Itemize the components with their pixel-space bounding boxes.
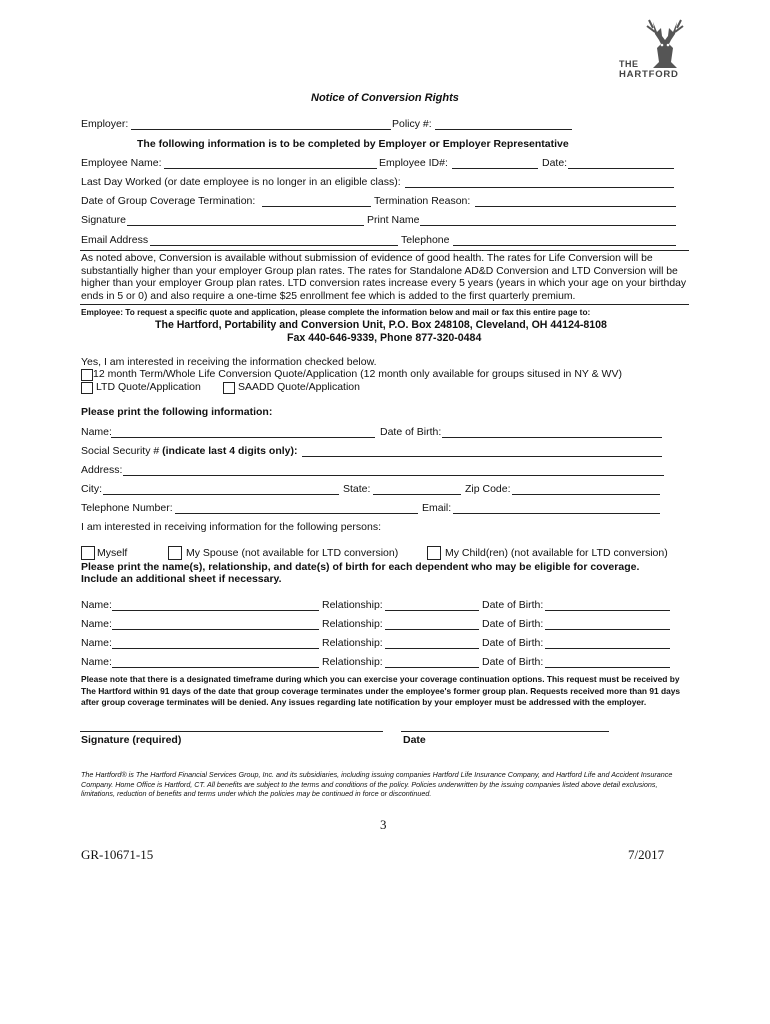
ltd-checkbox[interactable] [81, 382, 93, 394]
telephone-field[interactable] [453, 245, 676, 246]
legal-disclaimer: The Hartford® is The Hartford Financial Services Group, Inc. and its subsidiaries, including issuing companies Hartford Life Insurance Company, and Hartford Life and Accident Insurance Company. Home Office is Hartford, CT. All benefits are subject to the terms and conditions of the policy. Policies underwritten by the issuing companies listed above detail exclusions, limitations, reduction of benefits and terms under which the policies may be continued in force or discontinued. [81, 770, 673, 799]
zip-field[interactable] [512, 494, 660, 495]
dependent-dob-field[interactable] [545, 629, 670, 630]
myself-label: Myself [97, 547, 128, 559]
dependent-relationship-label: Relationship: [322, 618, 383, 630]
form-title: Notice of Conversion Rights [311, 92, 459, 104]
dependent-name-label: Name: [81, 618, 112, 630]
employee-id-label: Employee ID#: [379, 157, 448, 169]
dependent-name-field[interactable] [112, 648, 319, 649]
email-address-field[interactable] [150, 245, 398, 246]
signature-required-label: Signature (required) [81, 734, 182, 746]
dependent-dob-label: Date of Birth: [482, 599, 544, 611]
employee-name-label: Employee Name: [81, 157, 162, 169]
saadd-checkbox[interactable] [223, 382, 235, 394]
form-date: 7/2017 [628, 847, 665, 862]
policy-label: Policy #: [392, 118, 432, 130]
hartford-logo [605, 18, 685, 86]
page-number: 3 [380, 817, 387, 832]
applicant-telephone-field[interactable] [175, 513, 418, 514]
dependent-dob-field[interactable] [545, 610, 670, 611]
persons-intro: I am interested in receiving information for the following persons: [81, 521, 381, 533]
ssn-label-note: (indicate last 4 digits only): [162, 445, 298, 457]
dependent-name-field[interactable] [112, 629, 319, 630]
stag-icon [635, 18, 695, 70]
telephone-label: Telephone [401, 234, 450, 246]
ssn-label [81, 445, 297, 457]
saadd-label: SAADD Quote/Application [238, 381, 360, 393]
termination-reason-field[interactable] [475, 206, 676, 207]
coverage-termination-field[interactable] [262, 206, 371, 207]
email-address-label: Email Address [81, 234, 149, 246]
ssn-field[interactable] [302, 456, 662, 457]
dependent-name-label: Name: [81, 656, 112, 668]
dependents-heading-1: Please print the name(s), relationship, and date(s) of birth for each dependent who may be eligible for coverage. [81, 561, 640, 573]
employer-signature-field[interactable] [127, 225, 364, 226]
dependent-relationship-label: Relationship: [322, 637, 383, 649]
employer-signature-label: Signature [81, 214, 126, 226]
dependent-relationship-field[interactable] [385, 610, 479, 611]
applicant-signature-field[interactable] [80, 731, 383, 732]
spouse-label: My Spouse (not available for LTD conversion) [186, 547, 399, 559]
applicant-name-label: Name: [81, 426, 112, 438]
address-field[interactable] [123, 475, 664, 476]
dependent-name-label: Name: [81, 599, 112, 611]
dependent-relationship-label: Relationship: [322, 656, 383, 668]
policy-field[interactable] [435, 129, 572, 130]
date-label: Date: [542, 157, 568, 169]
dependent-dob-field[interactable] [545, 667, 670, 668]
deadline-note: Please note that there is a designated timeframe during which you can exercise your coverage continuation options. This request must be received by The Hartford within 91 days of the date that group coverage terminates under the employee's former group plan. Requests received more than 91 days after group coverage terminates will be denied. Any issues regarding late notification by your employer must be addressed with the employer. [81, 674, 681, 707]
logo-text-the: THE [619, 59, 639, 69]
applicant-telephone-label: Telephone Number: [81, 502, 173, 514]
print-heading: Please print the following information: [81, 406, 273, 418]
applicant-name-field[interactable] [111, 437, 375, 438]
applicant-email-label: Email: [422, 502, 452, 514]
dependent-dob-field[interactable] [545, 648, 670, 649]
divider-bottom [80, 304, 689, 305]
dependent-dob-label: Date of Birth: [482, 618, 544, 630]
children-label: My Child(ren) (not available for LTD conversion) [445, 547, 668, 559]
interest-intro: Yes, I am interested in receiving the information checked below. [81, 356, 377, 368]
applicant-date-field[interactable] [401, 731, 609, 732]
employer-label: Employer: [81, 118, 129, 130]
ssn-label-prefix: Social Security # [81, 445, 163, 457]
dependent-dob-label: Date of Birth: [482, 656, 544, 668]
dependent-name-label: Name: [81, 637, 112, 649]
date-required-label: Date [403, 734, 426, 746]
last-day-field[interactable] [405, 187, 674, 188]
term-whole-checkbox[interactable] [81, 369, 93, 381]
spouse-checkbox[interactable] [168, 546, 182, 560]
zip-label: Zip Code: [465, 483, 511, 495]
date-field[interactable] [568, 168, 674, 169]
dependent-relationship-label: Relationship: [322, 599, 383, 611]
employer-section-heading: The following information is to be completed by Employer or Employer Representative [137, 138, 569, 150]
state-field[interactable] [373, 494, 461, 495]
state-label: State: [343, 483, 371, 495]
last-day-label: Last Day Worked (or date employee is no longer in an eligible class): [81, 176, 401, 188]
dependent-relationship-field[interactable] [385, 667, 479, 668]
city-field[interactable] [103, 494, 339, 495]
address-line-1: The Hartford, Portability and Conversion Unit, P.O. Box 248108, Cleveland, OH 44124-8108 [155, 319, 607, 331]
dependent-name-field[interactable] [112, 667, 319, 668]
employee-name-field[interactable] [164, 168, 377, 169]
coverage-termination-label: Date of Group Coverage Termination: [81, 195, 256, 207]
myself-checkbox[interactable] [81, 546, 95, 560]
address-label: Address: [81, 464, 123, 476]
dependent-relationship-field[interactable] [385, 629, 479, 630]
employee-instruction: Employee: To request a specific quote and application, please complete the information below and mail or fax this entire page to: [81, 307, 591, 317]
conversion-notice: As noted above, Conversion is available without submission of evidence of good health. The rates for Life Conversion will be substantially higher than your employer Group plan rates. The rates for Standalone AD&D Conversion and LTD Conversion will be higher than your employer Group plan rates. LTD conversion rates increase every 5 years (years in which your age on your birthday ends in 5 or 0) and also require a one-time $25 enrollment fee which is added to the first quarterly premium. [81, 253, 687, 302]
form-number: GR-10671-15 [81, 847, 154, 862]
city-label: City: [81, 483, 102, 495]
print-name-label: Print Name [367, 214, 420, 226]
dependents-heading-2: Include an additional sheet if necessary. [81, 573, 282, 585]
print-name-field[interactable] [420, 225, 676, 226]
applicant-email-field[interactable] [453, 513, 660, 514]
dependent-name-field[interactable] [112, 610, 319, 611]
divider-top [80, 250, 689, 251]
employer-field[interactable] [131, 129, 391, 130]
applicant-dob-label: Date of Birth: [380, 426, 442, 438]
ltd-label: LTD Quote/Application [96, 381, 201, 393]
applicant-dob-field[interactable] [442, 437, 662, 438]
employee-id-field[interactable] [452, 168, 538, 169]
dependent-relationship-field[interactable] [385, 648, 479, 649]
dependent-dob-label: Date of Birth: [482, 637, 544, 649]
termination-reason-label: Termination Reason: [374, 195, 471, 207]
children-checkbox[interactable] [427, 546, 441, 560]
term-whole-label: 12 month Term/Whole Life Conversion Quote/Application (12 month only available for groups sitused in NY & WV) [93, 368, 622, 380]
address-line-2: Fax 440-646-9339, Phone 877-320-0484 [287, 332, 482, 344]
logo-text-hartford: HARTFORD [619, 69, 679, 80]
